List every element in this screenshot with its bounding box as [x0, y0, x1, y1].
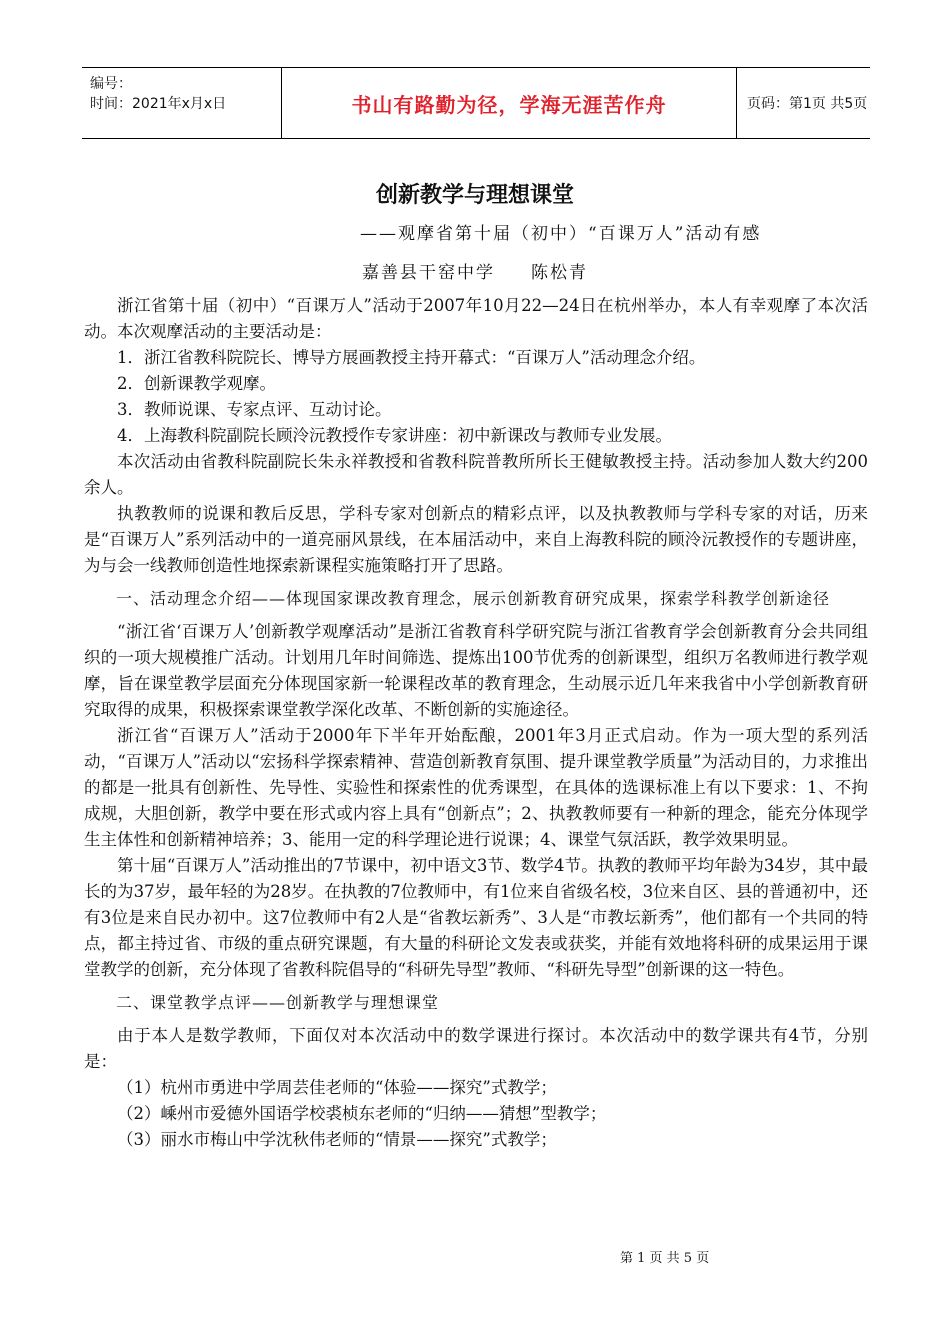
section-heading: 二、课堂教学点评——创新教学与理想课堂	[116, 993, 440, 1012]
paragraph: 3．教师说课、专家点评、互动讨论。	[117, 400, 392, 419]
author-school: 嘉善县干窑中学	[362, 263, 495, 283]
paragraph: 浙江省“百课万人”活动于2000年下半年开始酝酿，2001年3月正式启动。作为一项大型的系列活动，“百课万人”活动以“宏扬科学探索精神、营造创新教育氛围、提升课堂教学质量”为活动目的，力求推出的都是一批具有创新性、先导性、实验性和探索性的优秀课型，在具体的选课标准上有以下要求：1、不拘成规，大胆创新，教学中要在形式或内容上具有“创新点”；2、执教教师要有一种新的理念，能充分体现学生主体性和创新精神培养；3、能用一定的科学理论进行说课；4、课堂气氛活跃，教学效果明显。	[84, 726, 868, 849]
paragraph: 第十届“百课万人”活动推出的7节课中，初中语文3节、数学4节。执教的教师平均年龄为34岁，其中最长的为37岁，最年轻的为28岁。在执教的7位教师中，有1位来自省级名校，3位来自区、县的普通初中，还有3位是来自民办初中。这7位教师中有2人是“省教坛新秀”、3人是“市教坛新秀”，他们都有一个共同的特点，都主持过省、市级的重点研究课题，有大量的科研论文发表或获奖，并能有效地将科研的成果运用于课堂教学的创新，充分体现了省教科院倡导的“科研先导型”教师、“科研先导型”创新课的这一特色。	[84, 856, 868, 979]
author-name: 陈松青	[531, 263, 588, 283]
paragraph: （1）杭州市勇进中学周芸佳老师的“体验——探究”式教学；	[117, 1078, 557, 1097]
header-table	[82, 67, 870, 139]
section-heading: 一、活动理念介绍——体现国家课改教育理念，展示创新教育研究成果，探索学科教学创新途径	[116, 589, 831, 608]
paragraph: 1．浙江省教科院院长、博导方展画教授主持开幕式：“百课万人”活动理念介绍。	[117, 348, 706, 367]
header-meta	[82, 68, 282, 138]
paragraph: 2．创新课教学观摩。	[117, 374, 276, 393]
paragraph: “浙江省‘百课万人’创新教学观摩活动”是浙江省教育科学研究院与浙江省教育学会创新教育分会共同组织的一项大规模推广活动。计划用几年时间筛选、提炼出100节优秀的创新课型，组织万名教师进行教学观摩，旨在课堂教学层面充分体现国家新一轮课程改革的教育理念，生动展示近几年来我省中小学创新教育研究取得的成果，积极探索课堂教学深化改革、不断创新的实施途径。	[84, 622, 868, 719]
paragraph: （2）嵊州市爱德外国语学校裘桢东老师的“归纳——猜想”型教学；	[117, 1104, 607, 1123]
paragraph: 由于本人是数学教师，下面仅对本次活动中的数学课进行探讨。本次活动中的数学课共有4节，分别是：	[84, 1026, 868, 1071]
paragraph: 浙江省第十届（初中）“百课万人”活动于2007年10月22—24日在杭州举办，本人有幸观摩了本次活动。本次观摩活动的主要活动是：	[84, 296, 868, 341]
page-info: 页码：第1页 共5页	[747, 96, 868, 112]
time-label: 时间：2021年x月x日	[90, 96, 227, 112]
author-line	[362, 258, 588, 283]
paragraph: 执教教师的说课和教后反思，学科专家对创新点的精彩点评，以及执教教师与学科专家的对话，历来是“百课万人”系列活动中的一道亮丽风景线，在本届活动中，来自上海教科院的顾泠沅教授作的专题讲座，为与会一线教师创造性地探索新课程实施策略打开了思路。	[84, 504, 868, 575]
paragraph: 本次活动由省教科院副院长朱永祥教授和省教科院普教所所长王健敏教授主持。活动参加人数大约200余人。	[84, 452, 868, 497]
document-subtitle: ——观摩省第十届（初中）“百课万人”活动有感	[360, 224, 762, 244]
paragraph: 4．上海教科院副院长顾泠沅教授作专家讲座：初中新课改与教师专业发展。	[117, 426, 672, 445]
paragraph: （3）丽水市梅山中学沈秋伟老师的“情景——探究”式教学；	[117, 1130, 557, 1149]
body-text	[84, 293, 868, 1153]
document-title: 创新教学与理想课堂	[375, 183, 574, 208]
page-footer: 第 1 页 共 5 页	[620, 1251, 710, 1266]
number-label: 编号：	[90, 76, 132, 92]
motto: 书山有路勤为径，学海无涯苦作舟	[282, 68, 737, 138]
